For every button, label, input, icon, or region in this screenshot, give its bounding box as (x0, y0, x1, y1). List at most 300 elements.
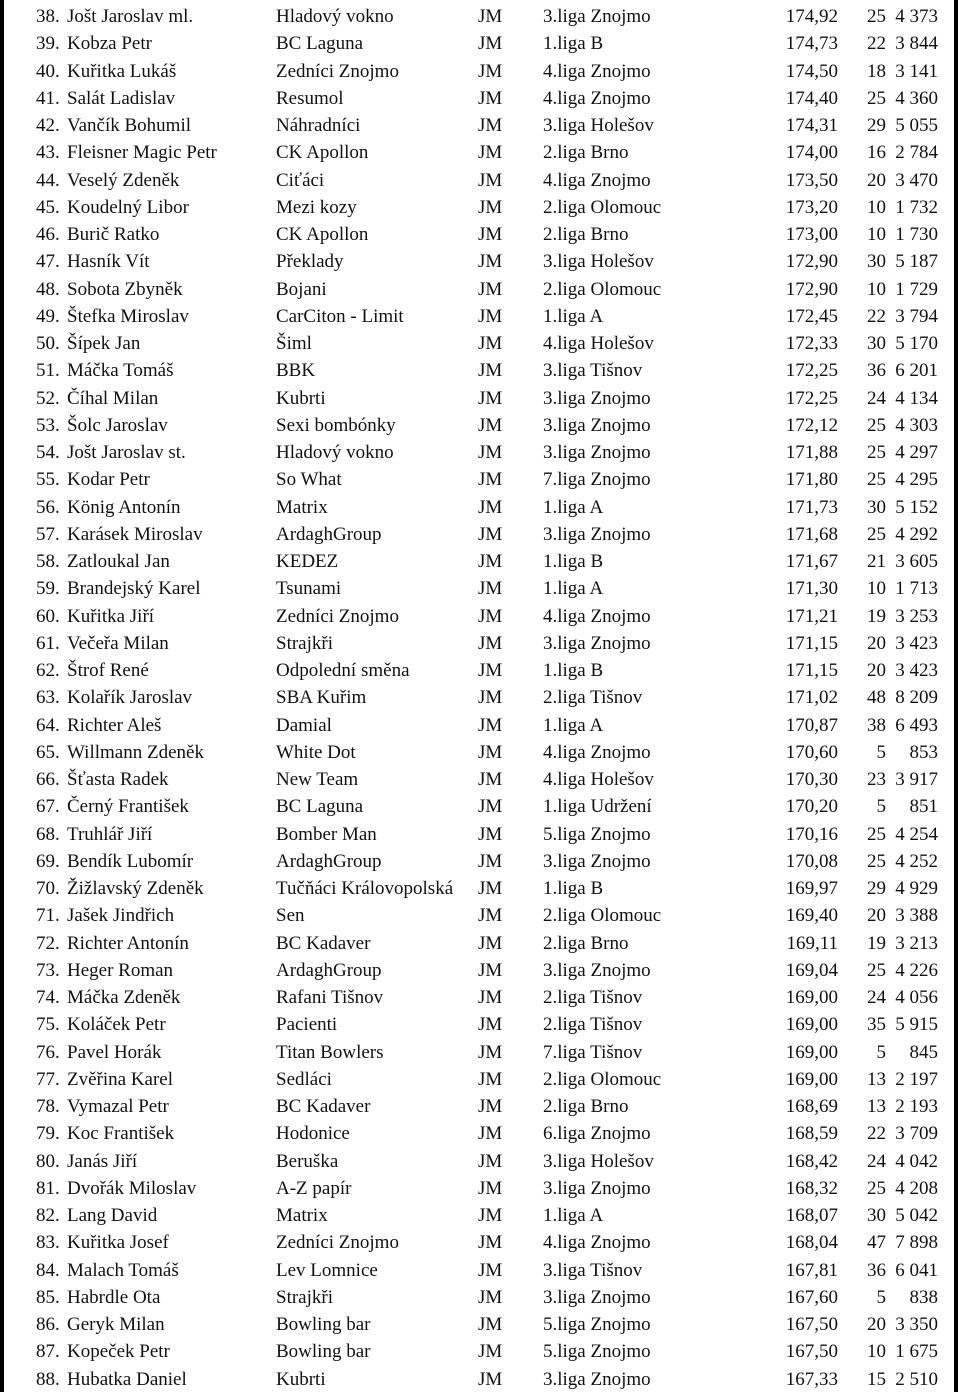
region-cell: JM (478, 687, 503, 709)
table-row (0, 548, 960, 575)
rank-cell: 60. (36, 605, 60, 627)
rank-cell: 66. (36, 769, 60, 790)
games-cell: 15 (867, 1368, 886, 1390)
average-cell: 171,67 (785, 551, 838, 572)
total-cell: 3 141 (895, 60, 938, 82)
player-name-cell: Jošt Jaroslav st. (67, 442, 186, 463)
average-cell: 170,16 (785, 823, 838, 845)
region-cell: JM (478, 660, 503, 681)
games-cell: 20 (867, 632, 886, 654)
region-cell: JM (478, 1014, 503, 1036)
league-cell: 3.liga Znojmo (543, 959, 651, 981)
team-cell: CK Apollon (276, 224, 369, 245)
total-cell: 1 730 (895, 224, 938, 245)
rank-cell: 64. (36, 714, 60, 736)
average-cell: 171,30 (785, 578, 838, 600)
region-cell: JM (478, 796, 503, 818)
games-cell: 10 (867, 278, 886, 300)
player-name-cell: Číhal Milan (67, 387, 159, 409)
region-cell: JM (478, 169, 503, 191)
games-cell: 10 (867, 196, 886, 218)
table-row (0, 494, 960, 521)
total-cell: 4 929 (895, 878, 938, 899)
games-cell: 13 (867, 1096, 886, 1117)
average-cell: 172,45 (785, 305, 838, 327)
player-name-cell: Lang David (67, 1205, 158, 1226)
team-cell: Matrix (276, 496, 328, 518)
games-cell: 25 (867, 87, 886, 109)
table-row (0, 1148, 960, 1175)
average-cell: 167,81 (785, 1259, 838, 1281)
region-cell: JM (478, 496, 503, 518)
table-row (0, 412, 960, 439)
rank-cell: 41. (36, 87, 60, 109)
average-cell: 171,68 (785, 523, 838, 545)
rank-cell: 53. (36, 414, 60, 436)
team-cell: CK Apollon (276, 142, 369, 164)
rank-cell: 68. (36, 823, 60, 845)
league-cell: 4.liga Znojmo (543, 605, 651, 627)
rank-cell: 58. (36, 551, 60, 572)
rank-cell: 42. (36, 115, 60, 136)
table-row (0, 575, 960, 602)
average-cell: 173,50 (785, 169, 838, 191)
games-cell: 48 (867, 687, 886, 709)
league-cell: 3.liga Znojmo (543, 1286, 651, 1308)
total-cell: 4 208 (895, 1177, 938, 1199)
region-cell: JM (478, 60, 503, 82)
total-cell: 5 187 (895, 251, 938, 273)
team-cell: ArdaghGroup (276, 850, 382, 872)
total-cell: 8 209 (895, 687, 938, 709)
rank-cell: 77. (36, 1068, 60, 1090)
table-row (0, 630, 960, 657)
games-cell: 30 (867, 333, 886, 354)
average-cell: 171,02 (785, 687, 838, 709)
team-cell: Tučňáci Královopolská (276, 878, 454, 899)
team-cell: Hladový vokno (276, 442, 394, 463)
league-cell: 5.liga Znojmo (543, 823, 651, 845)
region-cell: JM (478, 878, 503, 899)
ranking-table (0, 3, 960, 1393)
average-cell: 168,04 (785, 1232, 838, 1254)
rank-cell: 49. (36, 305, 60, 327)
team-cell: Strajkři (276, 632, 333, 654)
average-cell: 171,80 (785, 469, 838, 491)
average-cell: 174,31 (785, 115, 838, 136)
games-cell: 19 (867, 932, 886, 954)
table-row (0, 248, 960, 275)
player-name-cell: Veselý Zdeněk (67, 169, 180, 191)
rank-cell: 51. (36, 360, 60, 382)
rank-cell: 43. (36, 142, 60, 164)
total-cell: 3 794 (895, 305, 938, 327)
player-name-cell: Kobza Petr (67, 33, 152, 55)
games-cell: 22 (867, 305, 886, 327)
average-cell: 172,25 (785, 360, 838, 382)
table-row (0, 112, 960, 139)
table-row (0, 712, 960, 739)
rank-cell: 48. (36, 278, 60, 300)
region-cell: JM (478, 1205, 503, 1226)
games-cell: 16 (867, 142, 886, 164)
league-cell: 2.liga Brno (543, 932, 629, 954)
region-cell: JM (478, 1096, 503, 1117)
total-cell: 5 915 (895, 1014, 938, 1036)
total-cell: 845 (909, 1041, 938, 1063)
total-cell: 3 709 (895, 1123, 938, 1145)
league-cell: 3.liga Znojmo (543, 1177, 651, 1199)
total-cell: 3 350 (895, 1314, 938, 1335)
table-row (0, 139, 960, 166)
total-cell: 3 917 (895, 769, 938, 790)
games-cell: 25 (867, 469, 886, 491)
rank-cell: 56. (36, 496, 60, 518)
rank-cell: 79. (36, 1123, 60, 1145)
games-cell: 24 (867, 1150, 886, 1172)
total-cell: 2 197 (895, 1068, 938, 1090)
games-cell: 5 (876, 741, 886, 763)
player-name-cell: Máčka Zdeněk (67, 987, 181, 1008)
rank-cell: 59. (36, 578, 60, 600)
total-cell: 4 360 (895, 87, 938, 109)
total-cell: 4 254 (895, 823, 938, 845)
player-name-cell: Koláček Petr (67, 1014, 166, 1036)
average-cell: 173,20 (785, 196, 838, 218)
player-name-cell: Máčka Tomáš (67, 360, 174, 382)
team-cell: Titan Bowlers (276, 1041, 384, 1063)
team-cell: Lev Lomnice (276, 1259, 378, 1281)
average-cell: 168,42 (785, 1150, 838, 1172)
player-name-cell: Jošt Jaroslav ml. (67, 6, 194, 27)
total-cell: 2 784 (895, 142, 938, 164)
league-cell: 4.liga Znojmo (543, 1232, 651, 1254)
table-row (0, 1120, 960, 1147)
games-cell: 23 (867, 769, 886, 790)
games-cell: 30 (867, 251, 886, 273)
team-cell: BC Laguna (276, 33, 364, 55)
league-cell: 4.liga Znojmo (543, 60, 651, 82)
average-cell: 174,92 (785, 6, 838, 27)
rank-cell: 67. (36, 796, 60, 818)
games-cell: 24 (867, 987, 886, 1008)
rank-cell: 55. (36, 469, 60, 491)
games-cell: 30 (867, 1205, 886, 1226)
total-cell: 5 042 (895, 1205, 938, 1226)
league-cell: 2.liga Brno (543, 142, 629, 164)
total-cell: 4 056 (895, 987, 938, 1008)
total-cell: 4 297 (895, 442, 938, 463)
team-cell: White Dot (276, 741, 356, 763)
table-row (0, 3, 960, 30)
total-cell: 4 134 (895, 387, 938, 409)
league-cell: 3.liga Znojmo (543, 442, 651, 463)
team-cell: ArdaghGroup (276, 523, 382, 545)
table-row (0, 1366, 960, 1393)
league-cell: 5.liga Znojmo (543, 1314, 651, 1335)
total-cell: 853 (909, 741, 938, 763)
player-name-cell: Hasník Vít (67, 251, 150, 273)
team-cell: So What (276, 469, 342, 491)
league-cell: 2.liga Tišnov (543, 1014, 643, 1036)
player-name-cell: Brandejský Karel (67, 578, 201, 600)
region-cell: JM (478, 578, 503, 600)
player-name-cell: Šípek Jan (67, 333, 141, 354)
average-cell: 170,20 (785, 796, 838, 818)
games-cell: 10 (867, 1341, 886, 1363)
games-cell: 10 (867, 578, 886, 600)
player-name-cell: Kopeček Petr (67, 1341, 170, 1363)
player-name-cell: Vymazal Petr (67, 1096, 169, 1117)
total-cell: 3 423 (895, 632, 938, 654)
league-cell: 3.liga Tišnov (543, 360, 643, 382)
table-row (0, 766, 960, 793)
player-name-cell: Truhlář Jiří (67, 823, 153, 845)
table-row (0, 221, 960, 248)
league-cell: 1.liga A (543, 305, 604, 327)
average-cell: 172,25 (785, 387, 838, 409)
league-cell: 6.liga Znojmo (543, 1123, 651, 1145)
rank-cell: 74. (36, 987, 60, 1008)
player-name-cell: Vančík Bohumil (67, 115, 192, 136)
average-cell: 174,73 (785, 33, 838, 55)
games-cell: 5 (876, 1286, 886, 1308)
table-row (0, 439, 960, 466)
league-cell: 2.liga Olomouc (543, 278, 662, 300)
table-row (0, 657, 960, 684)
league-cell: 4.liga Znojmo (543, 87, 651, 109)
region-cell: JM (478, 905, 503, 927)
region-cell: JM (478, 6, 503, 27)
total-cell: 4 292 (895, 523, 938, 545)
player-name-cell: Kuřitka Lukáš (67, 60, 177, 82)
total-cell: 4 303 (895, 414, 938, 436)
table-row (0, 58, 960, 85)
player-name-cell: Fleisner Magic Petr (67, 142, 217, 164)
player-name-cell: Habrdle Ota (67, 1286, 161, 1308)
region-cell: JM (478, 87, 503, 109)
team-cell: BBK (276, 360, 316, 382)
total-cell: 5 170 (895, 333, 938, 354)
league-cell: 4.liga Znojmo (543, 169, 651, 191)
rank-cell: 75. (36, 1014, 60, 1036)
average-cell: 173,00 (785, 224, 838, 245)
games-cell: 30 (867, 496, 886, 518)
rank-cell: 88. (36, 1368, 60, 1390)
games-cell: 25 (867, 6, 886, 27)
team-cell: Beruška (276, 1150, 339, 1172)
games-cell: 13 (867, 1068, 886, 1090)
table-row (0, 30, 960, 57)
total-cell: 1 729 (895, 278, 938, 300)
region-cell: JM (478, 224, 503, 245)
games-cell: 21 (867, 551, 886, 572)
league-cell: 2.liga Tišnov (543, 987, 643, 1008)
average-cell: 171,21 (785, 605, 838, 627)
table-row (0, 1311, 960, 1338)
region-cell: JM (478, 1177, 503, 1199)
games-cell: 25 (867, 823, 886, 845)
team-cell: Bowling bar (276, 1341, 371, 1363)
games-cell: 25 (867, 959, 886, 981)
average-cell: 170,08 (785, 850, 838, 872)
player-name-cell: Štrof René (67, 660, 149, 681)
region-cell: JM (478, 1286, 503, 1308)
rank-cell: 82. (36, 1205, 60, 1226)
region-cell: JM (478, 1068, 503, 1090)
region-cell: JM (478, 714, 503, 736)
rank-cell: 40. (36, 60, 60, 82)
games-cell: 25 (867, 1177, 886, 1199)
average-cell: 169,40 (785, 905, 838, 927)
region-cell: JM (478, 33, 503, 55)
region-cell: JM (478, 605, 503, 627)
table-row (0, 276, 960, 303)
league-cell: 1.liga A (543, 496, 604, 518)
total-cell: 3 605 (895, 551, 938, 572)
table-row (0, 385, 960, 412)
region-cell: JM (478, 278, 503, 300)
league-cell: 1.liga B (543, 551, 604, 572)
average-cell: 168,69 (785, 1096, 838, 1117)
rank-cell: 81. (36, 1177, 60, 1199)
rank-cell: 87. (36, 1341, 60, 1363)
games-cell: 20 (867, 905, 886, 927)
player-name-cell: Willmann Zdeněk (67, 741, 204, 763)
league-cell: 5.liga Znojmo (543, 1341, 651, 1363)
player-name-cell: Štefka Miroslav (67, 305, 189, 327)
player-name-cell: Koudelný Libor (67, 196, 189, 218)
rank-cell: 72. (36, 932, 60, 954)
region-cell: JM (478, 523, 503, 545)
average-cell: 171,15 (785, 632, 838, 654)
rank-cell: 71. (36, 905, 60, 927)
table-row (0, 85, 960, 112)
total-cell: 1 675 (895, 1341, 938, 1363)
average-cell: 174,00 (785, 142, 838, 164)
games-cell: 25 (867, 414, 886, 436)
games-cell: 25 (867, 442, 886, 463)
average-cell: 168,07 (785, 1205, 838, 1226)
team-cell: Kubrti (276, 1368, 326, 1390)
league-cell: 2.liga Olomouc (543, 196, 662, 218)
team-cell: Matrix (276, 1205, 328, 1226)
team-cell: Bojani (276, 278, 327, 300)
region-cell: JM (478, 142, 503, 164)
player-name-cell: Burič Ratko (67, 224, 160, 245)
league-cell: 2.liga Olomouc (543, 1068, 662, 1090)
total-cell: 6 041 (895, 1259, 938, 1281)
player-name-cell: Šolc Jaroslav (67, 414, 168, 436)
table-row (0, 793, 960, 820)
rank-cell: 84. (36, 1259, 60, 1281)
rank-cell: 52. (36, 387, 60, 409)
player-name-cell: Salát Ladislav (67, 87, 176, 109)
games-cell: 29 (867, 115, 886, 136)
total-cell: 1 732 (895, 196, 938, 218)
games-cell: 36 (867, 1259, 886, 1281)
table-row (0, 521, 960, 548)
team-cell: Sedláci (276, 1068, 332, 1090)
total-cell: 6 493 (895, 714, 938, 736)
average-cell: 172,90 (785, 278, 838, 300)
rank-cell: 39. (36, 33, 60, 55)
rank-cell: 76. (36, 1041, 60, 1063)
table-row (0, 1284, 960, 1311)
table-row (0, 603, 960, 630)
average-cell: 171,73 (785, 496, 838, 518)
average-cell: 172,33 (785, 333, 838, 354)
player-name-cell: Sobota Zbyněk (67, 278, 183, 300)
table-row (0, 957, 960, 984)
total-cell: 3 253 (895, 605, 938, 627)
average-cell: 170,87 (785, 714, 838, 736)
player-name-cell: Kolařík Jaroslav (67, 687, 193, 709)
team-cell: New Team (276, 769, 359, 790)
player-name-cell: Heger Roman (67, 959, 174, 981)
league-cell: 1.liga B (543, 878, 604, 899)
league-cell: 1.liga B (543, 33, 604, 55)
rank-cell: 47. (36, 251, 60, 273)
average-cell: 167,50 (785, 1341, 838, 1363)
total-cell: 4 042 (895, 1150, 938, 1172)
team-cell: Zedníci Znojmo (276, 60, 399, 82)
average-cell: 169,04 (785, 959, 838, 981)
average-cell: 169,00 (785, 1068, 838, 1090)
average-cell: 169,11 (786, 932, 838, 954)
region-cell: JM (478, 1314, 503, 1335)
rank-cell: 69. (36, 850, 60, 872)
team-cell: Odpolední směna (276, 660, 410, 681)
table-row (0, 1039, 960, 1066)
team-cell: Zedníci Znojmo (276, 1232, 399, 1254)
league-cell: 7.liga Tišnov (543, 1041, 643, 1063)
rank-cell: 46. (36, 224, 60, 245)
rank-cell: 78. (36, 1096, 60, 1117)
total-cell: 4 226 (895, 959, 938, 981)
league-cell: 3.liga Znojmo (543, 1368, 651, 1390)
league-cell: 4.liga Znojmo (543, 741, 651, 763)
table-row (0, 848, 960, 875)
total-cell: 2 510 (895, 1368, 938, 1390)
average-cell: 170,60 (785, 741, 838, 763)
player-name-cell: Janás Jiří (67, 1150, 138, 1172)
total-cell: 3 388 (895, 905, 938, 927)
region-cell: JM (478, 959, 503, 981)
total-cell: 3 213 (895, 932, 938, 954)
rank-cell: 83. (36, 1232, 60, 1254)
rank-cell: 45. (36, 196, 60, 218)
games-cell: 25 (867, 523, 886, 545)
games-cell: 10 (867, 224, 886, 245)
rank-cell: 85. (36, 1286, 60, 1308)
region-cell: JM (478, 1232, 503, 1254)
region-cell: JM (478, 414, 503, 436)
league-cell: 1.liga B (543, 660, 604, 681)
table-row (0, 1066, 960, 1093)
rank-cell: 44. (36, 169, 60, 191)
team-cell: A-Z papír (276, 1177, 352, 1199)
league-cell: 4.liga Holešov (543, 333, 654, 354)
games-cell: 5 (876, 796, 886, 818)
total-cell: 3 470 (895, 169, 938, 191)
region-cell: JM (478, 251, 503, 273)
team-cell: Strajkři (276, 1286, 333, 1308)
average-cell: 167,33 (785, 1368, 838, 1390)
player-name-cell: Geryk Milan (67, 1314, 165, 1335)
player-name-cell: Večeřa Milan (67, 632, 169, 654)
table-row (0, 739, 960, 766)
